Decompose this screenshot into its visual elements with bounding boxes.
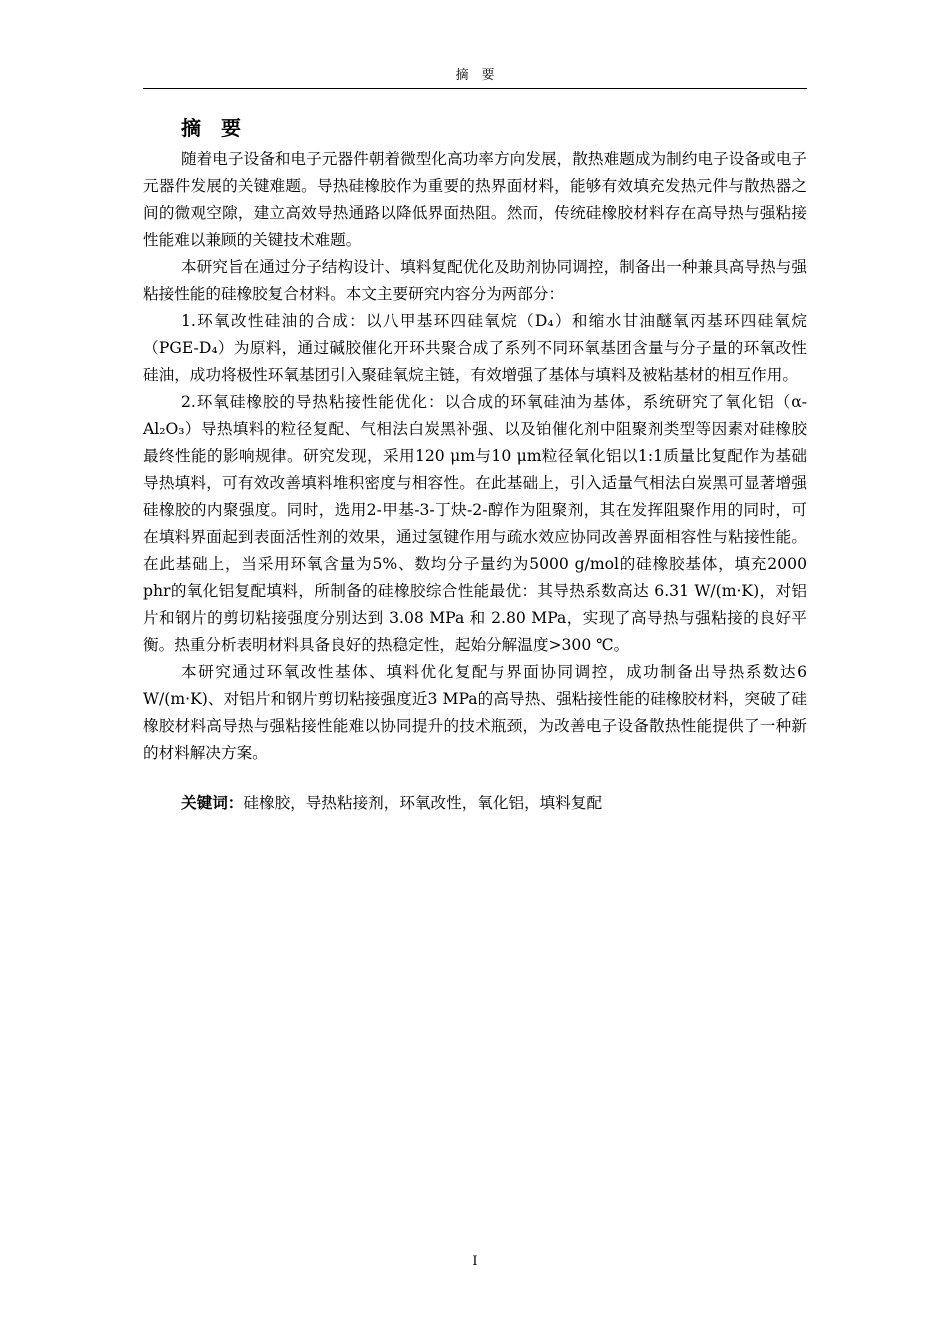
- running-header-title: 摘 要: [455, 68, 495, 83]
- abstract-paragraph-1: 随着电子设备和电子元器件朝着微型化高功率方向发展，散热难题成为制约电子设备或电子元器件发展的关键难题。导热硅橡胶作为重要的热界面材料，能够有效填充发热元件与散热器之间的微观空隙，建立高效导热通路以降低界面热阻。然而，传统硅橡胶材料存在高导热与强粘接性能难以兼顾的关键技术难题。: [143, 150, 807, 249]
- page-number: I: [472, 1254, 478, 1269]
- abstract-section: [143, 114, 807, 817]
- keywords-label: 关键词：: [181, 794, 244, 812]
- keywords-line: [143, 790, 807, 817]
- abstract-paragraph-3: 1.环氧改性硅油的合成：以八甲基环四硅氧烷（D₄）和缩水甘油醚氧丙基环四硅氧烷（PGE-D₄）为原料，通过碱胶催化开环共聚合成了系列不同环氧基团含量与分子量的环氧改性硅油，成功将极性环氧基团引入聚硅氧烷主链，有效增强了基体与填料及被粘基材的相互作用。: [143, 312, 807, 384]
- keywords-text: 硅橡胶，导热粘接剂，环氧改性，氧化铝，填料复配: [243, 794, 603, 812]
- abstract-paragraph-5: 本研究通过环氧改性基体、填料优化复配与界面协同调控，成功制备出导热系数达6 W/(m·K)、对铝片和钢片剪切粘接强度近3 MPa的高导热、强粘接性能的硅橡胶材料，突破了硅橡胶材料高导热与强粘接性能难以协同提升的技术瓶颈，为改善电子设备散热性能提供了一种新的材料解决方案。: [143, 663, 807, 762]
- abstract-paragraph-2: 本研究旨在通过分子结构设计、填料复配优化及助剂协同调控，制备出一种兼具高导热与强粘接性能的硅橡胶复合材料。本文主要研究内容分为两部分：: [143, 258, 807, 303]
- abstract-heading: 摘 要: [181, 116, 241, 140]
- abstract-paragraph-4: 2.环氧硅橡胶的导热粘接性能优化：以合成的环氧硅油为基体，系统研究了氧化铝（α-Al₂O₃）导热填料的粒径复配、气相法白炭黑补强、以及铂催化剂中阻聚剂类型等因素对硅橡胶最终性能的影响规律。研究发现，采用120 μm与10 μm粒径氧化铝以1:1质量比复配作为基础导热填料，可有效改善填料堆积密度与相容性。在此基础上，引入适量气相法白炭黑可显著增强硅橡胶的内聚强度。同时，选用2-甲基-3-丁炔-2-醇作为阻聚剂，其在发挥阻聚作用的同时，可在填料界面起到表面活性剂的效果，通过氢键作用与疏水效应协同改善界面相容性与粘接性能。在此基础上，当采用环氧含量为5%、数均分子量约为5000 g/mol的硅橡胶基体，填充2000 phr的氧化铝复配填料，所制备的硅橡胶综合性能最优：其导热系数高达 6.31 W/(m·K)，对铝片和钢片的剪切粘接强度分别达到 3.08 MPa 和 2.80 MPa，实现了高导热与强粘接的良好平衡。热重分析表明材料具备良好的热稳定性，起始分解温度>300 ℃。: [143, 393, 807, 654]
- running-header: [143, 66, 807, 89]
